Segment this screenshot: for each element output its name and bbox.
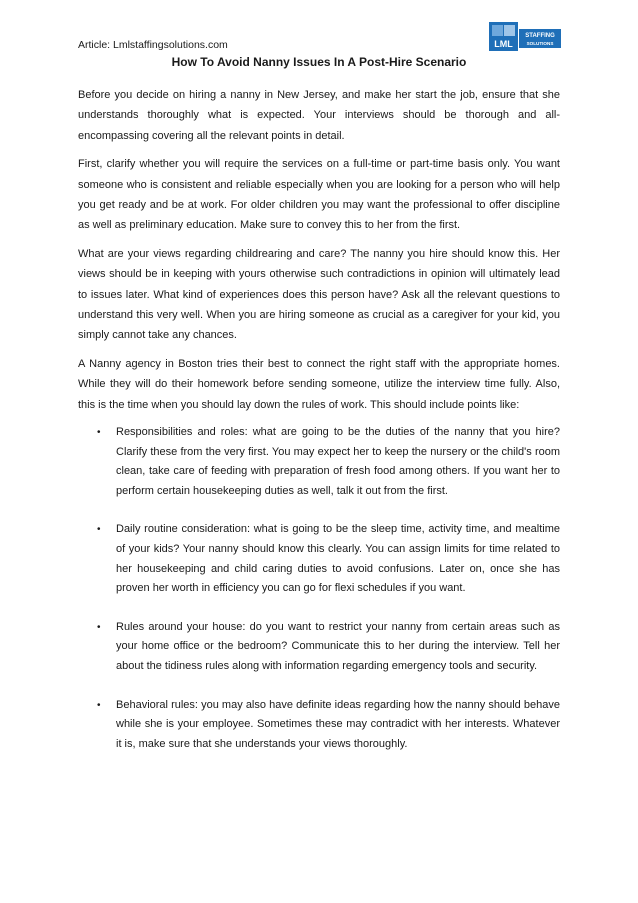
- paragraph-intro: Before you decide on hiring a nanny in New Jersey, and make her start the job, ensure that she understands thoroughly what is expected. Your interviews should be thorough and all-encompassing covering all the relevant points in detail.: [78, 89, 560, 142]
- bullet-icon: •: [97, 524, 101, 536]
- logo-main-text: LML: [494, 39, 513, 49]
- list-item-text: Behavioral rules: you may also have definite ideas regarding how the nanny should behave while she is your employee. Sometimes these may contradict with her interests. Whatever it is, make sure that she understands your views thoroughly.: [116, 698, 560, 750]
- rules-list: [78, 423, 560, 754]
- list-item: [78, 618, 560, 677]
- logo-sub-top-text: STAFFING: [525, 33, 555, 39]
- paragraph-agency: A Nanny agency in Boston tries their best to connect the right staff with the appropriate homes. While they will do their homework before sending someone, utilize the interview time fully. Also, this is the time when you should lay down the rules of work. This should include points like:: [78, 357, 560, 411]
- paragraph-full-time: First, clarify whether you will require the services on a full-time or part-time basis only. You want someone who is consistent and reliable especially when you are looking for a person who will help you get ready and be at work. For older children you may want the professional to offer discipline as well as preliminary education. Make sure to convey this to her from the first.: [78, 158, 560, 232]
- list-item-text: Daily routine consideration: what is going to be the sleep time, activity time, and mealtime of your kids? Your nanny should know this clearly. You can assign limits for time related to her housekeeping and child caring duties to avoid confusions. Later on, once she has proven her worth in efficiency you can go for flexi schedules if you want.: [116, 523, 560, 595]
- bullet-icon: •: [97, 621, 101, 633]
- lml-staffing-logo: [489, 21, 561, 53]
- bullet-icon: •: [97, 699, 101, 711]
- bullet-icon: •: [97, 427, 101, 439]
- paragraph-childrearing: What are your views regarding childrearing and care? The nanny you hire should know this. Her views should be in keeping with yours otherwise such contradictions in opinion will ultimately lead to issues later. What kind of experiences does this person have? Ask all the relevant questions to understand this very well. When you are hiring someone as crucial as a caregiver for your kid, you simply cannot take any chances.: [78, 247, 560, 342]
- list-item-text: Rules around your house: do you want to restrict your nanny from certain areas such as your home office or the bedroom? Communicate this to her during the interview. Tell her about the tidiness rules along with information regarding emergency tools and security.: [116, 620, 560, 673]
- list-item: [78, 423, 560, 501]
- list-item-text: Responsibilities and roles: what are going to be the duties of the nanny that you hire? Clarify these from the very first. You may expect her to keep the nursery or the child's room clean, take care of feeding with preparation of fresh food among others. If you want her to perform certain housekeeping duties as well, talk it out from the first.: [116, 426, 560, 497]
- list-item: [78, 696, 560, 755]
- article-title: How To Avoid Nanny Issues In A Post-Hire Scenario: [171, 55, 467, 69]
- list-item: [78, 520, 560, 598]
- logo-sub-bottom-text: SOLUTIONS: [526, 41, 554, 46]
- article-source-line: Article: Lmlstaffingsolutions.com: [78, 39, 228, 51]
